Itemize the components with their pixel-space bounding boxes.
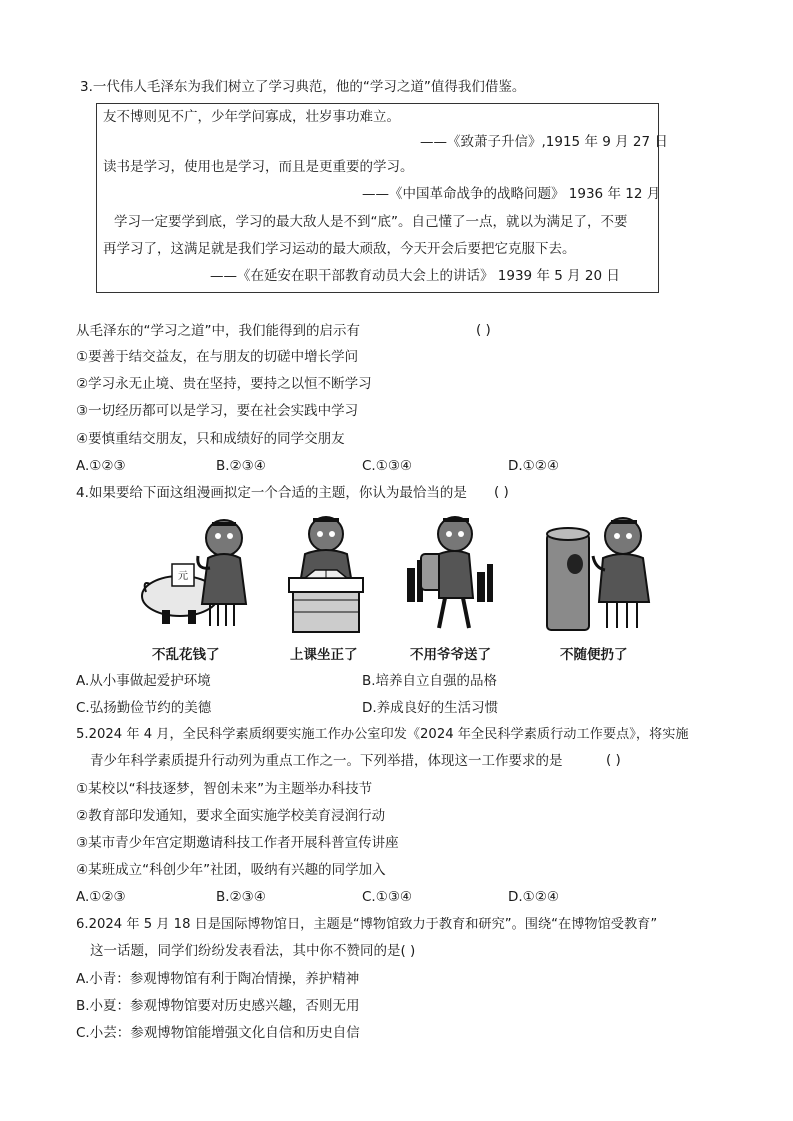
q5-answer-blank: ( ) <box>606 752 621 768</box>
comic-caption-2: 上课坐正了 <box>290 647 358 663</box>
comic-piggy-bank <box>140 512 250 634</box>
q3-item-3: ③一切经历都可以是学习，要在社会实践中学习 <box>76 403 359 419</box>
quote-3-source: ——《在延安在职干部教育动员大会上的讲话》 1939 年 5 月 20 日 <box>210 268 620 284</box>
q3-option-b: B.②③④ <box>216 458 266 474</box>
comic-caption-4: 不随便扔了 <box>560 647 628 663</box>
q5-stem-1: 5.2024 年 4 月，全民科学素质纲要实施工作办公室印发《2024 年全民科学素质行动工作要点》，将实施 <box>76 727 689 742</box>
q6-option-c: C.小芸：参观博物馆能增强文化自信和历史自信 <box>76 1025 360 1041</box>
q4-option-d: D.养成良好的生活习惯 <box>362 700 499 716</box>
quote-2-source: ——《中国革命战争的战略问题》 1936 年 12 月 <box>362 186 661 202</box>
comic-trash-can <box>541 512 653 634</box>
q3-item-2: ②学习永无止境、贵在坚持，要持之以恒不断学习 <box>76 376 372 392</box>
quote-3-text-2: 再学习了，这满足就是我们学习运动的最大顽敌，今天开会后要把它克服下去。 <box>103 241 576 257</box>
q3-option-c: C.①③④ <box>362 458 413 474</box>
coin-label: 元 <box>178 571 188 582</box>
quote-1-source: ——《致萧子升信》,1915 年 9 月 27 日 <box>420 134 668 150</box>
comic-walking-to-school <box>403 512 498 634</box>
q3-question: 从毛泽东的“学习之道”中，我们能得到的启示有 <box>76 323 360 339</box>
q5-option-d: D.①②④ <box>508 889 559 905</box>
comic-sitting-upright <box>283 512 369 634</box>
q6-stem-1: 6.2024 年 5 月 18 日是国际博物馆日，主题是“博物馆致力于教育和研究”。围绕“在博物馆受教育” <box>76 917 658 932</box>
q5-option-a: A.①②③ <box>76 889 126 905</box>
q5-item-2: ②教育部印发通知，要求全面实施学校美育浸润行动 <box>76 808 386 824</box>
q4-answer-blank: ( ) <box>494 484 509 500</box>
q4-stem: 4.如果要给下面这组漫画拟定一个合适的主题，你认为最恰当的是 <box>76 485 467 501</box>
q3-stem: 3.一代伟人毛泽东为我们树立了学习典范，他的“学习之道”值得我们借鉴。 <box>80 79 526 95</box>
q6-option-b: B.小夏：参观博物馆要对历史感兴趣，否则无用 <box>76 998 360 1014</box>
q5-stem-2: 青少年科学素质提升行动列为重点工作之一。下列举措，体现这一工作要求的是 <box>90 753 563 769</box>
q5-option-b: B.②③④ <box>216 889 266 905</box>
quote-1-text: 友不博则见不广，少年学问寡成，壮岁事功难立。 <box>103 109 400 125</box>
q4-option-c: C.弘扬勤俭节约的美德 <box>76 700 212 716</box>
q6-option-a: A.小青：参观博物馆有利于陶冶情操，养护精神 <box>76 971 360 987</box>
q6-stem-2: 这一话题，同学们纷纷发表看法，其中你不赞同的是( ) <box>90 943 416 959</box>
q4-option-a: A.从小事做起爱护环境 <box>76 673 211 689</box>
comic-caption-1: 不乱花钱了 <box>152 647 220 663</box>
q3-option-d: D.①②④ <box>508 458 559 474</box>
q5-item-3: ③某市青少年宫定期邀请科技工作者开展科普宣传讲座 <box>76 835 399 851</box>
q5-option-c: C.①③④ <box>362 889 413 905</box>
q4-option-b: B.培养自立自强的品格 <box>362 673 498 689</box>
q3-item-4: ④要慎重结交朋友，只和成绩好的同学交朋友 <box>76 431 345 447</box>
quote-3-text-1: 学习一定要学到底，学习的最大敌人是不到“底”。自己懂了一点，就以为满足了，不要 <box>114 214 628 230</box>
q3-option-a: A.①②③ <box>76 458 126 474</box>
comic-caption-3: 不用爷爷送了 <box>410 647 491 663</box>
quote-2-text: 读书是学习，使用也是学习，而且是更重要的学习。 <box>103 159 414 175</box>
q3-answer-blank: ( ) <box>476 322 491 338</box>
q3-item-1: ①要善于结交益友，在与朋友的切磋中增长学问 <box>76 349 359 365</box>
q5-item-4: ④某班成立“科创少年”社团，吸纳有兴趣的同学加入 <box>76 862 386 878</box>
q5-item-1: ①某校以“科技逐梦，智创未来”为主题举办科技节 <box>76 781 373 797</box>
